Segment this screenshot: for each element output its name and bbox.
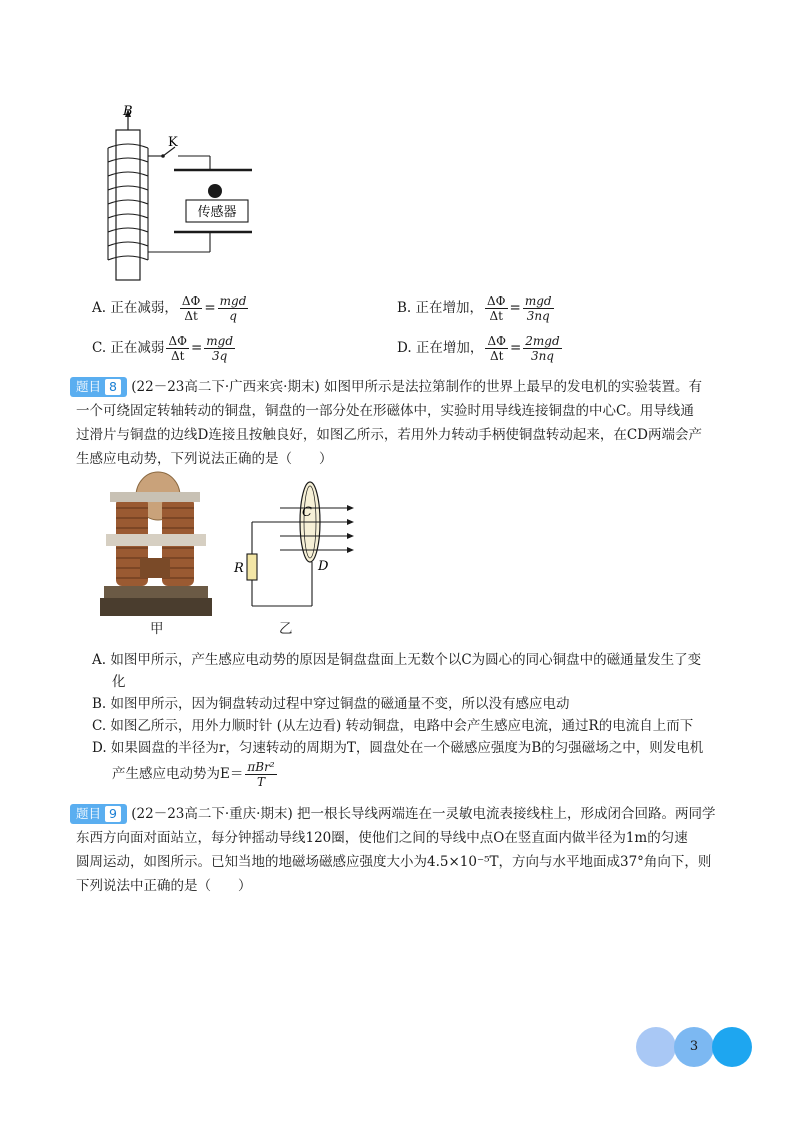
- q9-line-4: 下列说法中正确的是（ ）: [76, 878, 252, 894]
- q7-option-c: [92, 334, 237, 363]
- question-tag: [70, 377, 127, 397]
- q7-option-b: [397, 294, 556, 323]
- frac-den: 3nq: [526, 309, 550, 323]
- page-number-badge: [636, 1027, 752, 1067]
- frac-den: 3nq: [530, 349, 554, 363]
- q8-text-1: (22－23高二下·广西来宾·期末) 如图甲所示是法拉第制作的世界上最早的发电机的实验装置。有: [131, 379, 703, 395]
- q7-option-d: [397, 334, 564, 363]
- solenoid-sensor-figure: [90, 100, 270, 285]
- label-d: D: [318, 559, 329, 574]
- fraction: [485, 334, 508, 363]
- frac-den: T: [256, 775, 265, 789]
- tag-label: 题目: [76, 806, 102, 821]
- frac-den: Δt: [184, 309, 198, 323]
- frac-num: πBr²: [247, 760, 275, 774]
- q9-line-1: [70, 803, 716, 825]
- frac-num: ΔΦ: [181, 294, 201, 308]
- q8-option-b: B. 如图甲所示，因为铜盘转动过程中穿过铜盘的磁通量不变，所以没有感应电动: [92, 696, 570, 712]
- eq: =: [204, 300, 216, 316]
- q8-option-a-1: A. 如图甲所示，产生感应电动势的原因是铜盘盘面上无数个以C为圆心的同心铜盘中的磁通量发生了变: [92, 652, 702, 668]
- q8-line-4: 生感应电动势，下列说法正确的是（ ）: [76, 451, 333, 467]
- option-c-text: C. 正在减弱: [92, 340, 165, 356]
- label-c: C: [302, 505, 312, 520]
- frac-den: 3q: [211, 349, 228, 363]
- frac-num: ΔΦ: [487, 334, 506, 348]
- frac-num: mgd: [219, 294, 247, 308]
- tag-label: 题目: [76, 379, 102, 394]
- fraction: [523, 334, 561, 363]
- q8-option-a-2: 化: [112, 674, 126, 690]
- q8-line-1: [70, 376, 702, 398]
- sensor-label: 传感器: [197, 205, 237, 220]
- q9-text-1: (22－23高二下·重庆·期末) 把一根长导线两端连在一灵敏电流表接线柱上，形成闭合回路。两同学: [131, 806, 716, 822]
- frac-num: mgd: [206, 334, 234, 348]
- fraction: [204, 334, 235, 363]
- q8-option-d-2: [112, 760, 279, 789]
- fraction: [218, 294, 249, 323]
- fraction: [485, 294, 508, 323]
- question-number: 8: [105, 379, 121, 395]
- q8-line-3: 过滑片与铜盘的边线D连接且按触良好，如图乙所示，若用外力转动手柄使铜盘转动起来，在CD两端会产: [76, 427, 702, 443]
- label-r: R: [234, 561, 244, 576]
- caption-yi: 乙: [279, 621, 293, 637]
- fraction: [180, 294, 203, 323]
- emf-prefix: 产生感应电动势为E＝: [112, 766, 244, 782]
- fraction: [523, 294, 554, 323]
- page-number: 3: [689, 1039, 699, 1054]
- caption-jia: 甲: [150, 621, 164, 637]
- eq: =: [190, 340, 203, 356]
- badge-circle-right: [712, 1027, 752, 1067]
- fraction: [245, 760, 276, 789]
- question-tag: [70, 804, 127, 824]
- option-a-text: A. 正在减弱，: [92, 300, 178, 316]
- option-d-text: D. 正在增加，: [397, 340, 484, 356]
- disc-circuit-figure: [228, 476, 358, 612]
- label-b: B: [123, 104, 133, 119]
- label-k: K: [168, 135, 178, 150]
- frac-den: Δt: [170, 349, 185, 363]
- q8-option-d-1: D. 如果圆盘的半径为r，匀速转动的周期为T，圆盘处在一个磁感应强度为B的匀强磁场之中，则发电机: [92, 740, 704, 756]
- question-number: 9: [105, 806, 121, 822]
- q8-line-2: 一个可绕固定转轴转动的铜盘，铜盘的一部分处在形磁体中，实验时用导线连接铜盘的中心C。用导线通: [76, 403, 694, 419]
- fraction: [166, 334, 189, 363]
- frac-den: Δt: [489, 309, 504, 323]
- q9-line-3: 圆周运动，如图所示。已知当地的地磁场磁感应强度大小为4.5×10⁻⁵T，方向与水平地面成37°角向下，则: [76, 854, 712, 870]
- frac-num: ΔΦ: [168, 334, 187, 348]
- badge-circle-left: [636, 1027, 676, 1067]
- frac-den: Δt: [489, 349, 504, 363]
- q8-option-c: C. 如图乙所示，用外力顺时针 (从左边看) 转动铜盘，电路中会产生感应电流，通过R的电流自上而下: [92, 718, 694, 734]
- frac-num: ΔΦ: [487, 294, 506, 308]
- frac-num: 2mgd: [525, 334, 560, 348]
- option-b-text: B. 正在增加，: [397, 300, 484, 316]
- eq: =: [509, 340, 522, 356]
- q9-line-2: 东西方向面对面站立，每分钟摇动导线120圈，使他们之间的导线中点O在竖直面内做半径为1m的匀速: [76, 830, 688, 846]
- faraday-generator-photo: [100, 468, 212, 618]
- frac-den: q: [229, 309, 237, 323]
- eq: =: [509, 300, 521, 316]
- frac-num: mgd: [524, 294, 552, 308]
- q7-option-a: [92, 294, 250, 323]
